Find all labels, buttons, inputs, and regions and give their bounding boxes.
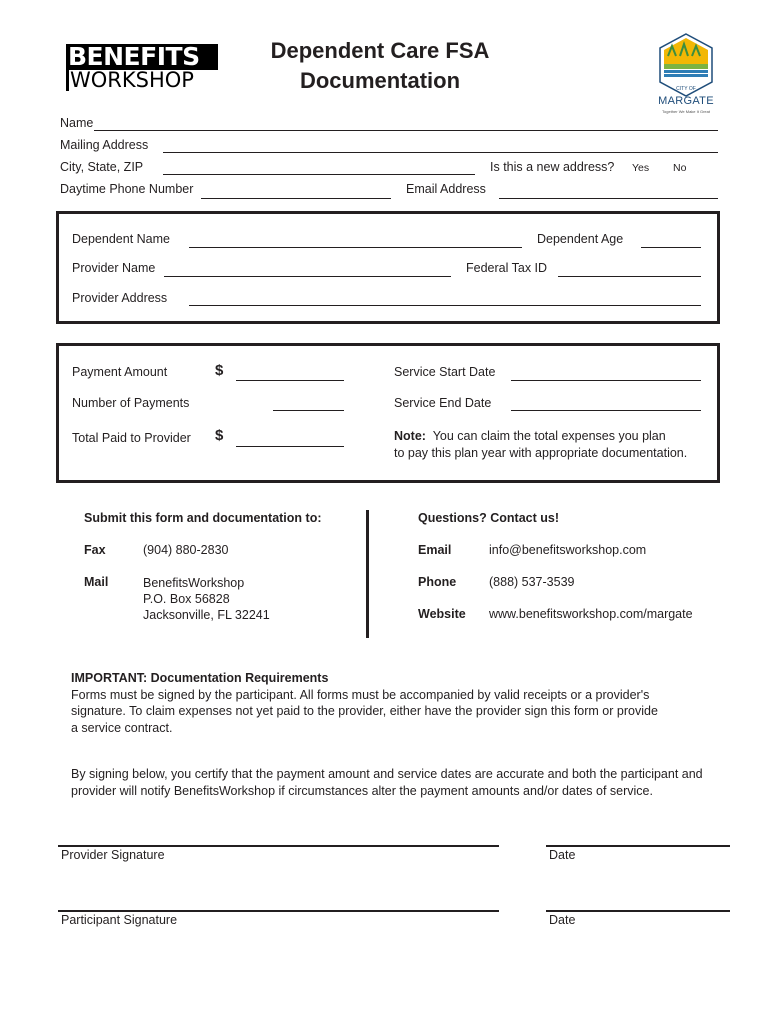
federal-tax-id-field[interactable] bbox=[558, 276, 701, 277]
contact-phone-label: Phone bbox=[418, 575, 457, 589]
title-line-1: Dependent Care FSA bbox=[270, 38, 490, 63]
dependent-age-field[interactable] bbox=[641, 247, 701, 248]
contact-email-label: Email bbox=[418, 543, 452, 557]
payment-amount-label: Payment Amount bbox=[72, 365, 168, 379]
logo-line-workshop: WORKSHOP bbox=[66, 69, 218, 91]
page-title bbox=[240, 36, 520, 96]
certification-text bbox=[71, 766, 703, 799]
logo-line-benefits: BENEFITS bbox=[66, 44, 218, 70]
service-start-date-label: Service Start Date bbox=[394, 365, 496, 379]
contact-email-value[interactable]: info@benefitsworkshop.com bbox=[489, 543, 647, 557]
contact-phone-value: (888) 537-3539 bbox=[489, 575, 575, 589]
note-text-2: to pay this plan year with appropriate documentation. bbox=[394, 446, 688, 460]
provider-name-field[interactable] bbox=[164, 276, 451, 277]
margate-tagline: Together We Make It Great bbox=[662, 109, 710, 114]
provider-address-field[interactable] bbox=[189, 305, 701, 306]
total-paid-field[interactable] bbox=[236, 446, 344, 447]
service-end-date-field[interactable] bbox=[511, 410, 701, 411]
participant-signature-line[interactable] bbox=[58, 910, 499, 912]
total-paid-dollar: $ bbox=[215, 427, 224, 444]
mail-line-1: BenefitsWorkshop bbox=[143, 576, 245, 590]
fax-value: (904) 880-2830 bbox=[143, 543, 229, 557]
email-address-field[interactable] bbox=[499, 198, 718, 199]
note-text: You can claim the total expenses you plan bbox=[432, 429, 666, 443]
submit-contact-divider bbox=[366, 510, 369, 638]
note-label: Note: bbox=[394, 429, 426, 443]
mailing-address-label: Mailing Address bbox=[60, 138, 149, 152]
important-heading: IMPORTANT: Documentation Requirements bbox=[71, 671, 329, 685]
new-address-question: Is this a new address? bbox=[490, 160, 615, 174]
daytime-phone-field[interactable] bbox=[201, 198, 391, 199]
fax-label: Fax bbox=[84, 543, 106, 557]
benefits-workshop-logo bbox=[66, 44, 218, 90]
federal-tax-id-label: Federal Tax ID bbox=[466, 261, 548, 275]
certification-line-1: By signing below, you certify that the payment amount and service dates are accurate and both the participant and bbox=[71, 767, 703, 781]
provider-address-label: Provider Address bbox=[72, 291, 168, 305]
total-paid-label: Total Paid to Provider bbox=[72, 431, 191, 445]
payment-amount-dollar: $ bbox=[215, 362, 224, 379]
title-line-2: Documentation bbox=[299, 68, 461, 93]
new-address-no[interactable]: No bbox=[673, 162, 687, 174]
participant-signature-label: Participant Signature bbox=[61, 913, 178, 927]
important-line-2: signature. To claim expenses not yet paid to the provider, either have the provider sign this form or provide bbox=[71, 704, 658, 718]
important-line-1: Forms must be signed by the participant. All forms must be accompanied by valid receipts or a provider's bbox=[71, 687, 650, 702]
name-label: Name bbox=[60, 116, 94, 130]
important-section bbox=[71, 670, 658, 736]
mail-label: Mail bbox=[84, 575, 109, 589]
city-state-zip-field[interactable] bbox=[163, 174, 475, 175]
provider-date-label: Date bbox=[549, 848, 576, 862]
submit-heading: Submit this form and documentation to: bbox=[84, 511, 322, 525]
provider-signature-line[interactable] bbox=[58, 845, 499, 847]
dependent-name-field[interactable] bbox=[189, 247, 522, 248]
dependent-name-label: Dependent Name bbox=[72, 232, 170, 246]
dependent-provider-section bbox=[56, 211, 720, 324]
mailing-address-field[interactable] bbox=[163, 152, 718, 153]
participant-date-line[interactable] bbox=[546, 910, 730, 912]
city-of-label: CITY OF bbox=[676, 86, 696, 92]
participant-date-label: Date bbox=[549, 913, 576, 927]
service-start-date-field[interactable] bbox=[511, 380, 701, 381]
margate-label: MARGATE bbox=[658, 95, 714, 107]
provider-signature-label: Provider Signature bbox=[61, 848, 165, 862]
mail-address bbox=[143, 575, 270, 623]
payment-amount-field[interactable] bbox=[236, 380, 344, 381]
new-address-yes[interactable]: Yes bbox=[632, 162, 650, 174]
name-field[interactable] bbox=[94, 130, 718, 131]
dependent-age-label: Dependent Age bbox=[537, 232, 624, 246]
service-end-date-label: Service End Date bbox=[394, 396, 492, 410]
mail-line-3: Jacksonville, FL 32241 bbox=[143, 608, 270, 622]
contact-heading: Questions? Contact us! bbox=[418, 511, 559, 525]
email-address-label: Email Address bbox=[406, 182, 486, 196]
payment-note bbox=[394, 428, 687, 462]
provider-name-label: Provider Name bbox=[72, 261, 156, 275]
contact-website-label: Website bbox=[418, 607, 466, 621]
certification-line-2: provider will notify BenefitsWorkshop if circumstances alter the payment amounts and/or dates of service. bbox=[71, 783, 653, 798]
number-of-payments-field[interactable] bbox=[273, 410, 344, 411]
city-state-zip-label: City, State, ZIP bbox=[60, 160, 144, 174]
mail-line-2: P.O. Box 56828 bbox=[143, 592, 230, 606]
contact-website-value[interactable]: www.benefitsworkshop.com/margate bbox=[489, 607, 693, 621]
number-of-payments-label: Number of Payments bbox=[72, 396, 190, 410]
important-line-3: a service contract. bbox=[71, 720, 173, 735]
provider-date-line[interactable] bbox=[546, 845, 730, 847]
payment-section bbox=[56, 343, 720, 483]
daytime-phone-label: Daytime Phone Number bbox=[60, 182, 194, 196]
